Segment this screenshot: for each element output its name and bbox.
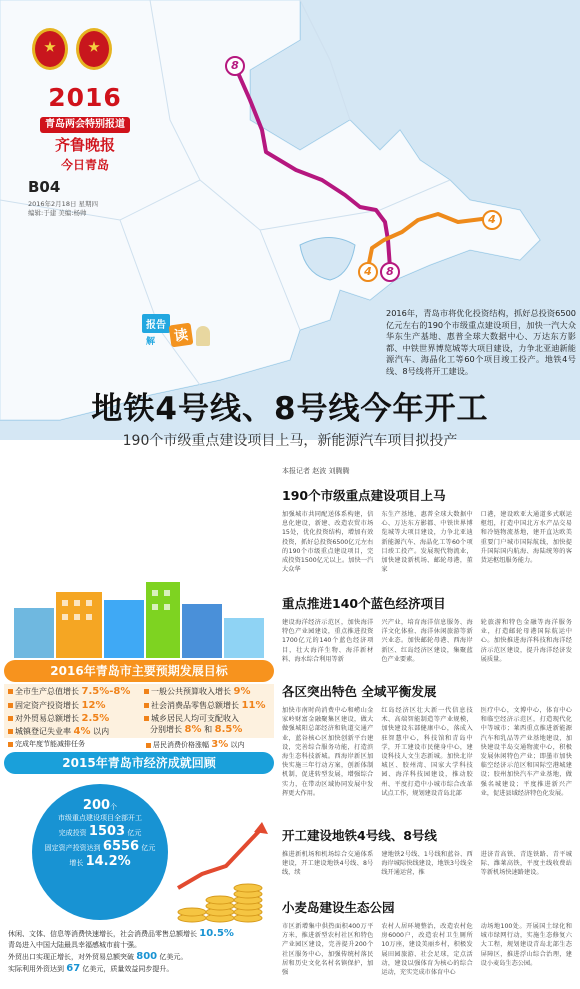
section-text: 动场地100处。开展国土绿化和城市绿网行动，实施生态修复六大工程，规划建设青岛北部生态屏障区，推进浮山综合治理，建设小麦岛生态公园。 xyxy=(480,923,572,967)
goals-panel xyxy=(4,684,274,738)
goal-unemployment: 城镇登记失业率 4% 以内 xyxy=(8,726,109,737)
section-title: 小麦岛建设生态公园 xyxy=(282,900,395,915)
cppcc-emblem-icon xyxy=(76,28,112,70)
bottom-line-fdi: 实际利用外资达到 67 亿美元，质量效益同步提升。 xyxy=(8,963,174,974)
review-line2-value: 1503 xyxy=(88,824,126,839)
review-line4-label: 增长 xyxy=(69,859,84,867)
newspaper-name: 齐鲁晚报 xyxy=(54,136,115,154)
goal-income-growth: 分别增长 8% 和 8.5% xyxy=(150,724,243,735)
review-line3-value: 6556 xyxy=(102,839,140,854)
goal-cpi: 居民消费价格涨幅 3% 以内 xyxy=(146,739,244,751)
goal-fixed-investment: 固定资产投资增长 12% xyxy=(8,700,105,711)
project-count-unit: 个 xyxy=(110,803,118,811)
badge-text-jie: 解 xyxy=(146,337,156,347)
goals-title: 2016年青岛市主要预期发展目标 xyxy=(4,660,274,682)
national-emblem-icon xyxy=(32,28,68,70)
section-text: 口港，建设欧亚大通道多式联运枢纽，打造中国北方水产品交易和冷链物流基地，建开直达欧美重要门户城市国际航线，加快提升国际国内航海、海陆统筹的客货运枢纽服务能力。 xyxy=(480,511,572,565)
goal-energy-saving: 完成年度节能减排任务 xyxy=(8,739,85,750)
section-text: 建设海洋经济示范区，加快海洋特色产业园建设，重点推进投资1700亿元的140个蓝色经济项目，壮大海洋生物、海洋新材料、海水综合利用等新 xyxy=(282,619,374,663)
review-line2-unit: 亿元 xyxy=(127,829,142,837)
section-4 xyxy=(282,892,572,989)
qingdao-map xyxy=(0,0,580,440)
project-count: 200 xyxy=(82,798,111,813)
byline: 本报记者 赵波 刘腾腾 xyxy=(282,467,350,475)
goal-foreign-trade: 对外贸易总额增长 2.5% xyxy=(8,713,109,724)
section-text: 医疗中心，文博中心，体育中心和临空经济示范区，打造现代化中等城市；莱西重点推进新能源汽车和乳品等产业基地建设，加快建设半岛交通物流中心，积极发展休闲特色产业；即墨市加快临空经济示范区和国际空港城建设；胶州加快汽车产业基地，做强名城建设；平度推进新兴产业，促进县域经济特色化发展。 xyxy=(480,707,572,797)
section-title: 各区突出特色 全域平衡发展 xyxy=(282,684,437,699)
line-8-start-pin: 8 xyxy=(225,56,245,76)
masthead-year: 2016 xyxy=(48,83,122,112)
section-text: 建地铁2号线、1号线和蓝谷、西海岸城际快线建设，地铁3号线全线开通运营，推 xyxy=(381,851,473,877)
section-text: 加强城市共同配送体系构建，信息化建设，新建、改造农贸市场15处，优化投资结构，增加有效投资，抓好总投资6500亿元左右的190个市级重点建设项目，完成投资1500亿元以上。加快一汽大众华 xyxy=(282,511,374,574)
goal-retail-sales: 社会消费品零售总额增长 11% xyxy=(144,700,265,711)
goal-income: 城乡居民人均可支配收入 xyxy=(144,713,239,724)
review-bottom-text xyxy=(8,928,276,975)
goal-budget-revenue: 一般公共预算收入增长 9% xyxy=(144,686,251,697)
meta-date: 2016年2月18日 星期四 xyxy=(28,200,99,208)
headline: 地铁4号线、8号线今年开工 xyxy=(91,391,489,427)
section-text: 东生产基地、惠普全球大数据中心、万达东方影都、中铁世界博览城等大项目建设，力争北亚迪新能源汽车、海晶化工等60个项目竣工投产。发展现代物流业，加快建设新机场、邮轮母港，董家 xyxy=(381,511,473,574)
special-report-label: 青岛两会特别报道 xyxy=(40,117,130,133)
badge-text-report: 报告 xyxy=(142,314,170,333)
section-text: 加快市南时尚消费中心和崂山金家岭财富金融聚集区建设，做大做强城阳总部经济和轨道交通产业，蓝谷核心区加快创新平台建设，完善综合服务功能，打造滨海生态科技新城。西海岸新区加快实施三年行动方案，创新体制机制，促进转型发展，增强综合实力，在带动区域协同发展中发挥更大作用。 xyxy=(282,707,374,797)
goal-gdp: 全市生产总值增长 7.5%-8% xyxy=(8,686,130,697)
review-panel xyxy=(4,778,274,928)
subheadline: 190个市级重点建设项目上马，新能源汽车项目拟投产 xyxy=(122,433,458,449)
page-number: B04 xyxy=(28,178,61,196)
review-title: 2015年青岛市经济成就回顾 xyxy=(4,752,274,774)
bottom-line-trade: 外贸出口实现正增长，对外贸易总额突破 800 亿美元。 xyxy=(8,951,188,962)
line-4-start-pin: 4 xyxy=(358,262,378,282)
section-1 xyxy=(282,588,572,676)
section-text: 推进新机场和机场综合交通体系建设，开工建设地铁4号线、8号线，续 xyxy=(282,851,374,877)
section-text: 兴产业，培育海洋信息服务、海洋文化体验、海洋休闲旅游等新兴业态。加快邮轮母港、西海岸新区、红岛经济区建设，集聚蓝色产业要素。 xyxy=(381,619,473,663)
coins-growth-illustration xyxy=(172,818,272,928)
reader-figure-icon xyxy=(196,326,210,346)
section-title: 190个市级重点建设项目上马 xyxy=(282,488,446,503)
review-line4-value: 14.2% xyxy=(85,854,131,869)
review-line2-label: 完成投资 xyxy=(58,829,87,837)
emblems xyxy=(28,28,128,74)
section-text: 进济青高铁、青连铁路、青平城际、潍莱高铁，平度主线收费站等新机场快速路建设。 xyxy=(480,851,572,877)
buildings-illustration xyxy=(4,578,272,658)
masthead xyxy=(30,84,140,173)
section-title: 重点推进140个蓝色经济项目 xyxy=(282,596,446,611)
bottom-line-happiness: 青岛进入中国大陆最具幸福感城市前十强。 xyxy=(8,941,141,949)
meta-editors: 编辑:于建 美编:杨帅 xyxy=(28,209,87,217)
achievement-circle xyxy=(32,784,168,920)
line-4-end-pin: 4 xyxy=(482,210,502,230)
section-title: 开工建设地铁4号线、8号线 xyxy=(282,828,437,843)
line-8-end-pin: 8 xyxy=(380,262,400,282)
review-line1: 市级重点建设项目全部开工 xyxy=(58,814,142,822)
section-text: 红岛经济区壮大新一代信息技术、高端智能制造等产业规模，加快建设东部健康中心，落成入驻智慧中心，科技馆和青岛中学，开工建设市民健身中心，建设科技人文生态新城。加快北岸城区、胶州湾、国家大学科技园、海洋科技园建设，推动胶州、平度打造中小城市综合改革试点工作，规划建设青岛北部 xyxy=(381,707,473,797)
section-0 xyxy=(282,480,572,588)
section-text: 轮旅游和特色金融等海洋服务业，打造邮轮母港国际航运中心。加快推进海洋科技和海洋经济示范区建设，提升海洋经济发展质量。 xyxy=(480,619,572,663)
section-3 xyxy=(282,820,572,892)
report-interpretation-badge xyxy=(142,312,220,352)
section-text: 农村人居环境整治，改造农村危房6000户，改造农村卫生厕所10万座，建设美丽乡村，积极发展田园旅游、社会足球，定点活动，建设以强体育为核心的综合运动，充实完成市体育中心 xyxy=(381,923,473,977)
article-body xyxy=(282,480,572,989)
badge-text-du: 读 xyxy=(169,323,194,348)
bottom-line-consumption: 休闲、文体、信息等消费快速增长，社会消费品零售总额增长 10.5% xyxy=(8,928,234,939)
lead-paragraph: 2016年，青岛市将优化投资结构，抓好总投资6500亿元左右的190个市级重点建设项目，加快一汽大众华东生产基地、惠普全球大数据中心、万达东方影都、中铁世界博览城等大项目建设，力争北亚迪新能源汽车、海晶化工等60个项目竣工投产。地铁4号线、8号线将开工建设。 xyxy=(386,308,576,376)
edition-name: 今日青岛 xyxy=(60,158,109,172)
page-meta xyxy=(28,200,138,218)
section-text: 市区新增集中供热面积400万平方米，推进新型农村社区和特色产业园区建设，完善提升200个社区服务中心，加强传统村落民居和历史文化名村名镇保护，加强 xyxy=(282,923,374,977)
review-line3-label: 固定资产投资达到 xyxy=(44,844,101,852)
section-2 xyxy=(282,676,572,820)
review-line3-unit: 亿元 xyxy=(141,844,156,852)
